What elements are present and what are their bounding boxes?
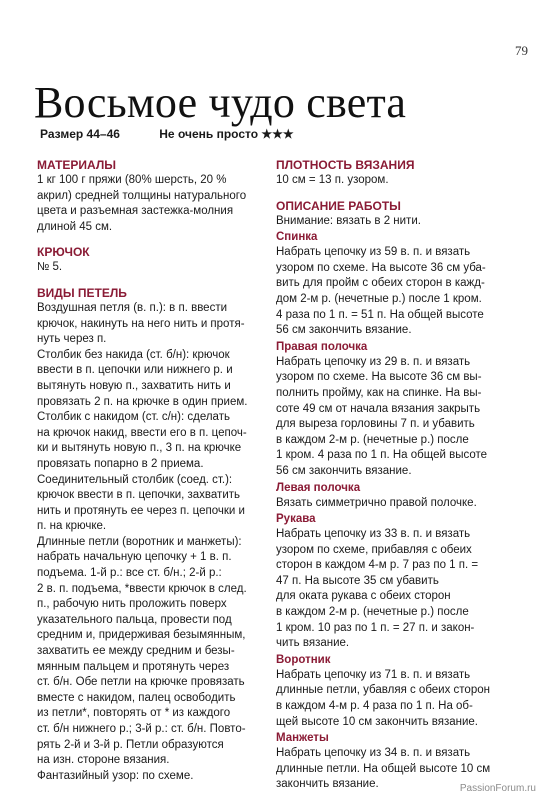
text-line: узором по схеме. На высоте 36 см вы- xyxy=(276,371,482,384)
text-line: в каждом 4-м р. 4 раза по 1 п. На об- xyxy=(276,700,473,713)
back-section xyxy=(276,229,516,339)
text-line: узором по схеме, прибавляя с обеих xyxy=(276,543,472,556)
text-line: провязать попарно в 2 приема. xyxy=(37,457,204,470)
text-line: провязать 2 п. на крючке в один прием. xyxy=(37,395,248,408)
text-line: 2 в. п. подъема, *ввести крючок в след. xyxy=(37,582,247,595)
text-line: для выреза горловины 7 п. и убавить xyxy=(276,418,475,431)
pattern-meta xyxy=(40,127,294,141)
sleeves-heading: Рукава xyxy=(276,513,316,526)
text-line: средним и, придерживая безымянным, xyxy=(37,629,246,642)
right-column xyxy=(276,157,516,793)
work-intro: Внимание: вязать в 2 нити. xyxy=(276,214,421,227)
gauge-heading: ПЛОТНОСТЬ ВЯЗАНИЯ xyxy=(276,158,415,172)
page-title: Восьмое чудо света xyxy=(34,78,407,127)
text-line: вить для пройм с обеих сторон в кажд- xyxy=(276,277,485,290)
text-line: набрать начальную цепочку + 1 в. п. xyxy=(37,551,232,564)
text-line: 1 кг 100 г пряжи (80% шерсть, 20 % xyxy=(37,174,227,186)
text-line: узором по схеме. На высоте 36 см уба- xyxy=(276,261,486,274)
text-line: рять 2-й и 3-й р. Петли образуются xyxy=(37,738,224,751)
text-line: 10 см = 13 п. узором. xyxy=(276,174,389,186)
text-line: Столбик без накида (ст. б/н): крючок xyxy=(37,348,230,361)
text-line: цвета и разъемная застежка-молния xyxy=(37,205,234,218)
left-front-heading: Левая полочка xyxy=(276,481,361,494)
left-front-text xyxy=(276,496,516,512)
text-line: полнить пройму, как на спинке. На вы- xyxy=(276,386,482,399)
text-line: Набрать цепочку из 29 в. п. и вязать xyxy=(276,355,471,368)
right-front-section xyxy=(276,339,516,480)
text-line: в каждом 2-м р. (нечетные р.) после xyxy=(276,606,469,619)
stitches-section xyxy=(37,285,255,784)
text-line: нить и протянуть ее через п. цепочки и xyxy=(37,504,245,517)
text-line: для оката рукава с обеих сторон xyxy=(276,590,451,603)
text-line: Фантазийный узор: по схеме. xyxy=(37,769,194,782)
text-line: сторон в каждом 4-м р. 7 раз по 1 п. = xyxy=(276,559,479,572)
text-line: Воздушная петля (в. п.): в п. ввести xyxy=(37,301,228,314)
text-line: щей высоте 10 см закончить вязание. xyxy=(276,715,478,728)
text-line: Вязать симметрично правой полочке. xyxy=(276,496,477,509)
text-line: крючок, накинуть на него нить и протя- xyxy=(37,317,245,330)
text-line: нуть через п. xyxy=(37,333,107,346)
text-line: Соединительный столбик (соед. ст.): xyxy=(37,473,233,486)
materials-text xyxy=(37,173,255,235)
text-line: на крючок накид, ввести его в п. цепоч- xyxy=(37,426,247,439)
text-line: вытянуть новую п., захватить нить и xyxy=(37,379,231,392)
hook-section xyxy=(37,244,255,276)
text-line: Длинные петли (воротник и манжеты): xyxy=(37,535,242,548)
text-line: длиной 45 см. xyxy=(37,220,113,233)
text-line: ки и вытянуть новую п., 3 п. на крючке xyxy=(37,442,242,455)
text-line: указательного пальца, провести под xyxy=(37,613,232,626)
collar-heading: Воротник xyxy=(276,653,331,666)
back-heading: Спинка xyxy=(276,231,318,244)
back-text xyxy=(276,245,516,339)
size-label: Размер 44–46 xyxy=(40,127,120,141)
sleeves-text xyxy=(276,527,516,652)
text-line: соте 49 см от начала вязания закрыть xyxy=(276,402,481,415)
text-line: Набрать цепочку из 34 в. п. и вязать xyxy=(276,747,471,760)
text-line: Столбик с накидом (ст. с/н): сделать xyxy=(37,411,230,424)
work-heading: ОПИСАНИЕ РАБОТЫ xyxy=(276,198,401,213)
text-line: дом 2-м р. (нечетные р.) после 1 кром. xyxy=(276,292,482,305)
text-line: 56 см закончить вязание. xyxy=(276,324,412,337)
text-line: ввести в п. цепочки или нижнего р. и xyxy=(37,364,233,377)
text-line: на изн. стороне вязания. xyxy=(37,754,170,767)
text-line: 56 см закончить вязание. xyxy=(276,464,412,477)
materials-heading: МАТЕРИАЛЫ xyxy=(37,158,117,172)
left-column xyxy=(37,157,255,784)
text-line: 1 кром. 10 раз по 1 п. = 27 п. и закон- xyxy=(276,621,475,634)
text-line: Набрать цепочку из 59 в. п. и вязать xyxy=(276,246,471,259)
text-line: Набрать цепочку из 71 в. п. и вязать xyxy=(276,668,471,681)
text-line: № 5. xyxy=(37,261,63,274)
text-line: 47 п. На высоте 35 см убавить xyxy=(276,574,439,587)
work-section xyxy=(276,198,516,793)
hook-text xyxy=(37,260,255,276)
text-line: чить вязание. xyxy=(276,637,350,650)
right-front-heading: Правая полочка xyxy=(276,340,368,353)
text-line: мянным пальцем и протянуть через xyxy=(37,660,230,673)
left-front-section xyxy=(276,480,516,512)
text-line: закончить вязание. xyxy=(276,778,379,791)
cuffs-heading: Манжеты xyxy=(276,732,329,745)
collar-text xyxy=(276,668,516,730)
text-line: подъема. 1-й р.: все ст. б/н.; 2-й р.: xyxy=(37,567,222,580)
right-front-text xyxy=(276,355,516,480)
materials-section xyxy=(37,157,255,235)
gauge-text xyxy=(276,173,516,189)
text-line: длинные петли. На общей высоте 10 см xyxy=(276,762,491,775)
text-line: в каждом 2-м р. (нечетные р.) после xyxy=(276,433,469,446)
text-line: 4 раза по 1 п. = 51 п. На общей высоте xyxy=(276,308,484,321)
text-line: из петли*, повторять от * из каждого xyxy=(37,707,231,720)
text-line: акрил) средней толщины натурального xyxy=(37,189,247,202)
text-line: длинные петли, убавляя с обеих сторон xyxy=(276,684,490,697)
hook-heading: КРЮЧОК xyxy=(37,245,90,260)
text-line: ст. б/н. Обе петли на крючке провязать xyxy=(37,676,245,689)
text-line: п., рабочую нить проложить поверх xyxy=(37,598,227,611)
difficulty-label: Не очень просто ★★★ xyxy=(159,127,294,141)
stitches-text xyxy=(37,301,255,784)
text-line: ст. б/н нижнего р.; 3-й р.: ст. б/н. Повто- xyxy=(37,723,246,735)
text-line: крючок ввести в п. цепочки, захватить xyxy=(37,489,241,502)
page-number: 79 xyxy=(515,43,528,58)
text-line: Набрать цепочку из 33 в. п. и вязать xyxy=(276,528,471,541)
watermark: PassionForum.ru xyxy=(459,783,536,794)
sleeves-section xyxy=(276,511,516,652)
stitches-heading: ВИДЫ ПЕТЕЛЬ xyxy=(37,285,127,300)
text-line: захватить ее между средним и безы- xyxy=(37,645,235,658)
collar-section xyxy=(276,652,516,730)
text-line: п. на крючке. xyxy=(37,520,107,533)
text-line: вместе с накидом, палец освободить xyxy=(37,691,236,704)
text-line: 1 кром. 4 раза по 1 п. На общей высоте xyxy=(276,449,488,462)
gauge-section xyxy=(276,157,516,189)
